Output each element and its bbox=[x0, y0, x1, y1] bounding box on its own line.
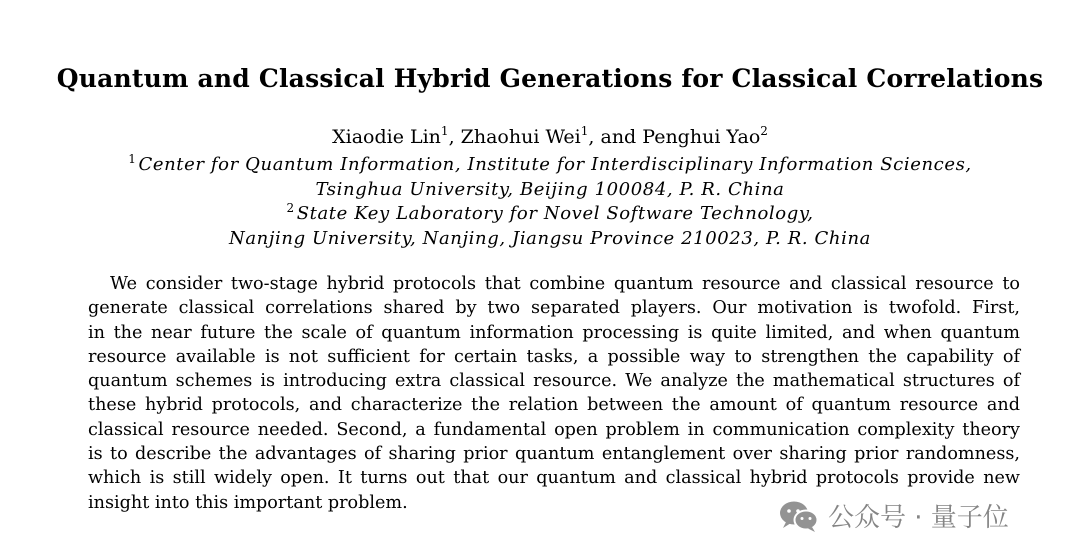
abstract-line: resource available is not sufficient for certain tasks, a possible way to strengthen the capability of bbox=[88, 346, 1020, 367]
watermark-text: 公众号 · 量子位 bbox=[828, 503, 1009, 533]
watermark bbox=[778, 497, 1009, 534]
affiliation-mark: 1 bbox=[128, 152, 137, 166]
abstract-line: insight into this important problem. bbox=[88, 492, 408, 513]
affiliation-mark: 1 bbox=[440, 124, 449, 138]
abstract-line: generate classical correlations shared by two separated players. Our motivation is twofold. First, bbox=[88, 298, 1020, 319]
affiliation-2-line-1 bbox=[0, 203, 1080, 224]
abstract-line: in the near future the scale of quantum information processing is quite limited, and when quantum bbox=[88, 322, 1020, 343]
paper-title: Quantum and Classical Hybrid Generations for Classical Correlations bbox=[56, 64, 1044, 93]
affiliation-mark: 2 bbox=[760, 124, 768, 138]
author-separator: , bbox=[448, 126, 461, 148]
abstract-line: these hybrid protocols, and characterize the relation between the amount of quantum resource and bbox=[88, 395, 1020, 416]
author-separator: , and bbox=[588, 126, 643, 148]
abstract-line: We consider two-stage hybrid protocols that combine quantum resource and classical resource to bbox=[110, 274, 1020, 294]
abstract-line: is to describe the advantages of sharing prior quantum entanglement over sharing prior randomness, bbox=[88, 444, 1020, 465]
affiliation-text: Center for Quantum Information, Institute for Interdisciplinary Information Sciences, bbox=[138, 154, 972, 175]
author-name: Zhaohui Wei bbox=[460, 126, 581, 148]
affiliation-1-line-1 bbox=[0, 154, 1080, 175]
abstract-line: which is still widely open. It turns out that our quantum and classical hybrid protocols provide new bbox=[88, 468, 1020, 489]
author-name: Penghui Yao bbox=[642, 126, 761, 148]
affiliation-1-line-2: Tsinghua University, Beijing 100084, P. R. China bbox=[315, 179, 785, 200]
author-name: Xiaodie Lin bbox=[332, 126, 441, 148]
wechat-icon bbox=[778, 499, 820, 533]
affiliation-mark: 1 bbox=[580, 124, 589, 138]
affiliation-mark: 2 bbox=[286, 201, 295, 215]
author-list bbox=[0, 126, 1080, 148]
abstract-line: quantum schemes is introducing extra classical resource. We analyze the mathematical structures of bbox=[88, 371, 1020, 392]
abstract-line: classical resource needed. Second, a fundamental open problem in communication complexity theory bbox=[88, 419, 1020, 440]
abstract bbox=[88, 272, 1020, 515]
affiliation-2-line-2: Nanjing University, Nanjing, Jiangsu Province 210023, P. R. China bbox=[228, 228, 872, 249]
affiliation-text: State Key Laboratory for Novel Software Technology, bbox=[296, 203, 814, 224]
